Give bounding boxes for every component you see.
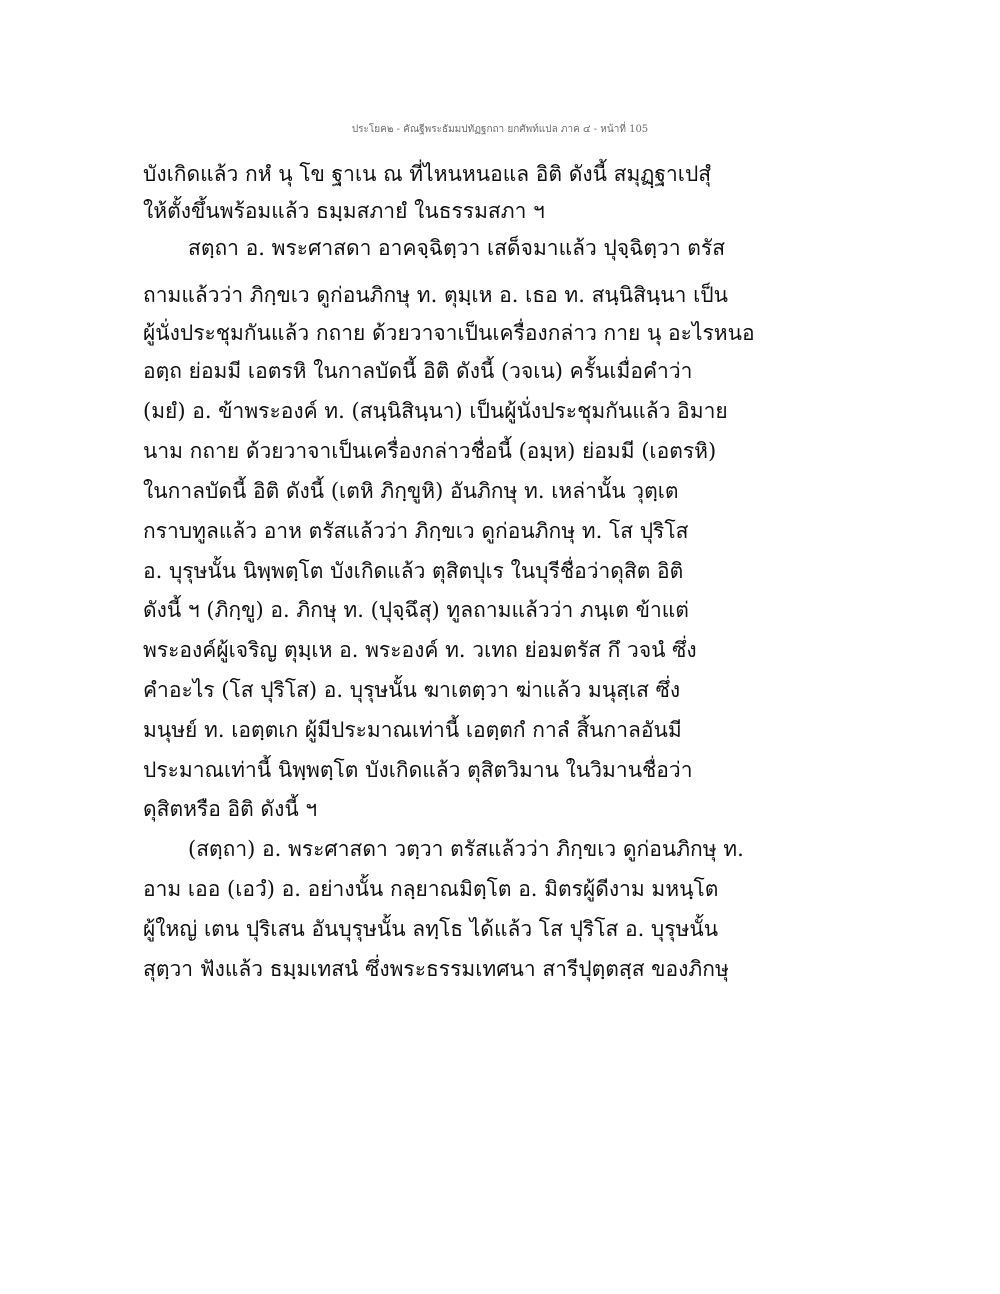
paragraph-first-line: สตฺถา อ. พระศาสดา อาคจฺฉิตฺวา เสด็จมาแล้ว ปุจฺฉิตฺวา ตรัส <box>188 236 726 260</box>
text-line: บังเกิดแล้ว กหํ นุ โข ฐาเน ณ ที่ไหนหนอแล อิติ ดังนี้ สมุฏฺฐาเปสุํ <box>143 162 712 186</box>
paragraph-first-line: (สตฺถา) อ. พระศาสดา วตฺวา ตรัสแล้วว่า ภิกฺขเว ดูก่อนภิกษุ ท. <box>188 837 744 861</box>
text-line: พระองค์ผู้เจริญ ตุมฺเห อ. พระองค์ ท. วเทถ ย่อมตรัส กึ วจนํ ซึ่ง <box>143 638 697 662</box>
text-line: คำอะไร (โส ปุริโส) อ. บุรุษนั้น ฆาเตตฺวา ฆ่าแล้ว มนุสฺเส ซึ่ง <box>143 678 681 702</box>
text-line: ถามแล้วว่า ภิกฺขเว ดูก่อนภิกษุ ท. ตุมฺเห อ. เธอ ท. สนฺนิสินฺนา เป็น <box>143 283 728 307</box>
text-line: ให้ตั้งขึ้นพร้อมแล้ว ธมฺมสภายํ ในธรรมสภา ฯ <box>143 199 545 223</box>
text-line: ผู้นั่งประชุมกันแล้ว กถาย ด้วยวาจาเป็นเครื่องกล่าว กาย นุ อะไรหนอ <box>143 321 755 345</box>
text-line: อตฺถ ย่อมมี เอตรหิ ในกาลบัดนี้ อิติ ดังนี้ (วจเน) ครั้นเมื่อคำว่า <box>143 359 693 383</box>
text-line: ประมาณเท่านี้ นิพฺพตฺโต บังเกิดแล้ว ตุสิตวิมาน ในวิมานชื่อว่า <box>143 758 693 782</box>
text-line: สุตฺวา ฟังแล้ว ธมฺมเทสนํ ซึ่งพระธรรมเทศนา สารีปุตฺตสฺส ของภิกษุ <box>143 957 729 981</box>
text-line: ผู้ใหญ่ เตน ปุริเสน อันบุรุษนั้น ลทฺโธ ได้แล้ว โส ปุริโส อ. บุรุษนั้น <box>143 917 719 941</box>
page-header: ประโยค๒ - คัณฐีพระธัมมปทัฏฐกถา ยกศัพท์แปล ภาค ๔ - หน้าที่ 105 <box>351 124 649 135</box>
text-line: (มยํ) อ. ข้าพระองค์ ท. (สนฺนิสินฺนา) เป็นผู้นั่งประชุมกันแล้ว อิมาย <box>143 399 728 423</box>
text-line: กราบทูลแล้ว อาห ตรัสแล้วว่า ภิกฺขเว ดูก่อนภิกษุ ท. โส ปุริโส <box>143 519 689 543</box>
text-line: อ. บุรุษนั้น นิพฺพตฺโต บังเกิดแล้ว ตุสิตปุเร ในบุรีชื่อว่าดุสิต อิติ <box>143 559 684 583</box>
text-line: ดุสิตหรือ อิติ ดังนี้ ฯ <box>143 797 318 821</box>
text-line: ดังนี้ ฯ (ภิกฺขู) อ. ภิกษุ ท. (ปุจฺฉึสุ) ทูลถามแล้วว่า ภนฺเต ข้าแต่ <box>143 598 689 622</box>
text-line: มนุษย์ ท. เอตฺตเก ผู้มีประมาณเท่านี้ เอตฺตกํ กาลํ สิ้นกาลอันมี <box>143 718 682 742</box>
text-line: นาม กถาย ด้วยวาจาเป็นเครื่องกล่าวชื่อนี้ (อมฺห) ย่อมมี (เอตรหิ) <box>143 439 717 463</box>
text-line: ในกาลบัดนี้ อิติ ดังนี้ (เตหิ ภิกฺขูหิ) อันภิกษุ ท. เหล่านั้น วุตฺเต <box>143 479 679 503</box>
text-line: อาม เออ (เอวํ) อ. อย่างนั้น กลฺยาณมิตฺโต อ. มิตรผู้ดีงาม มหนฺโต <box>143 877 719 901</box>
